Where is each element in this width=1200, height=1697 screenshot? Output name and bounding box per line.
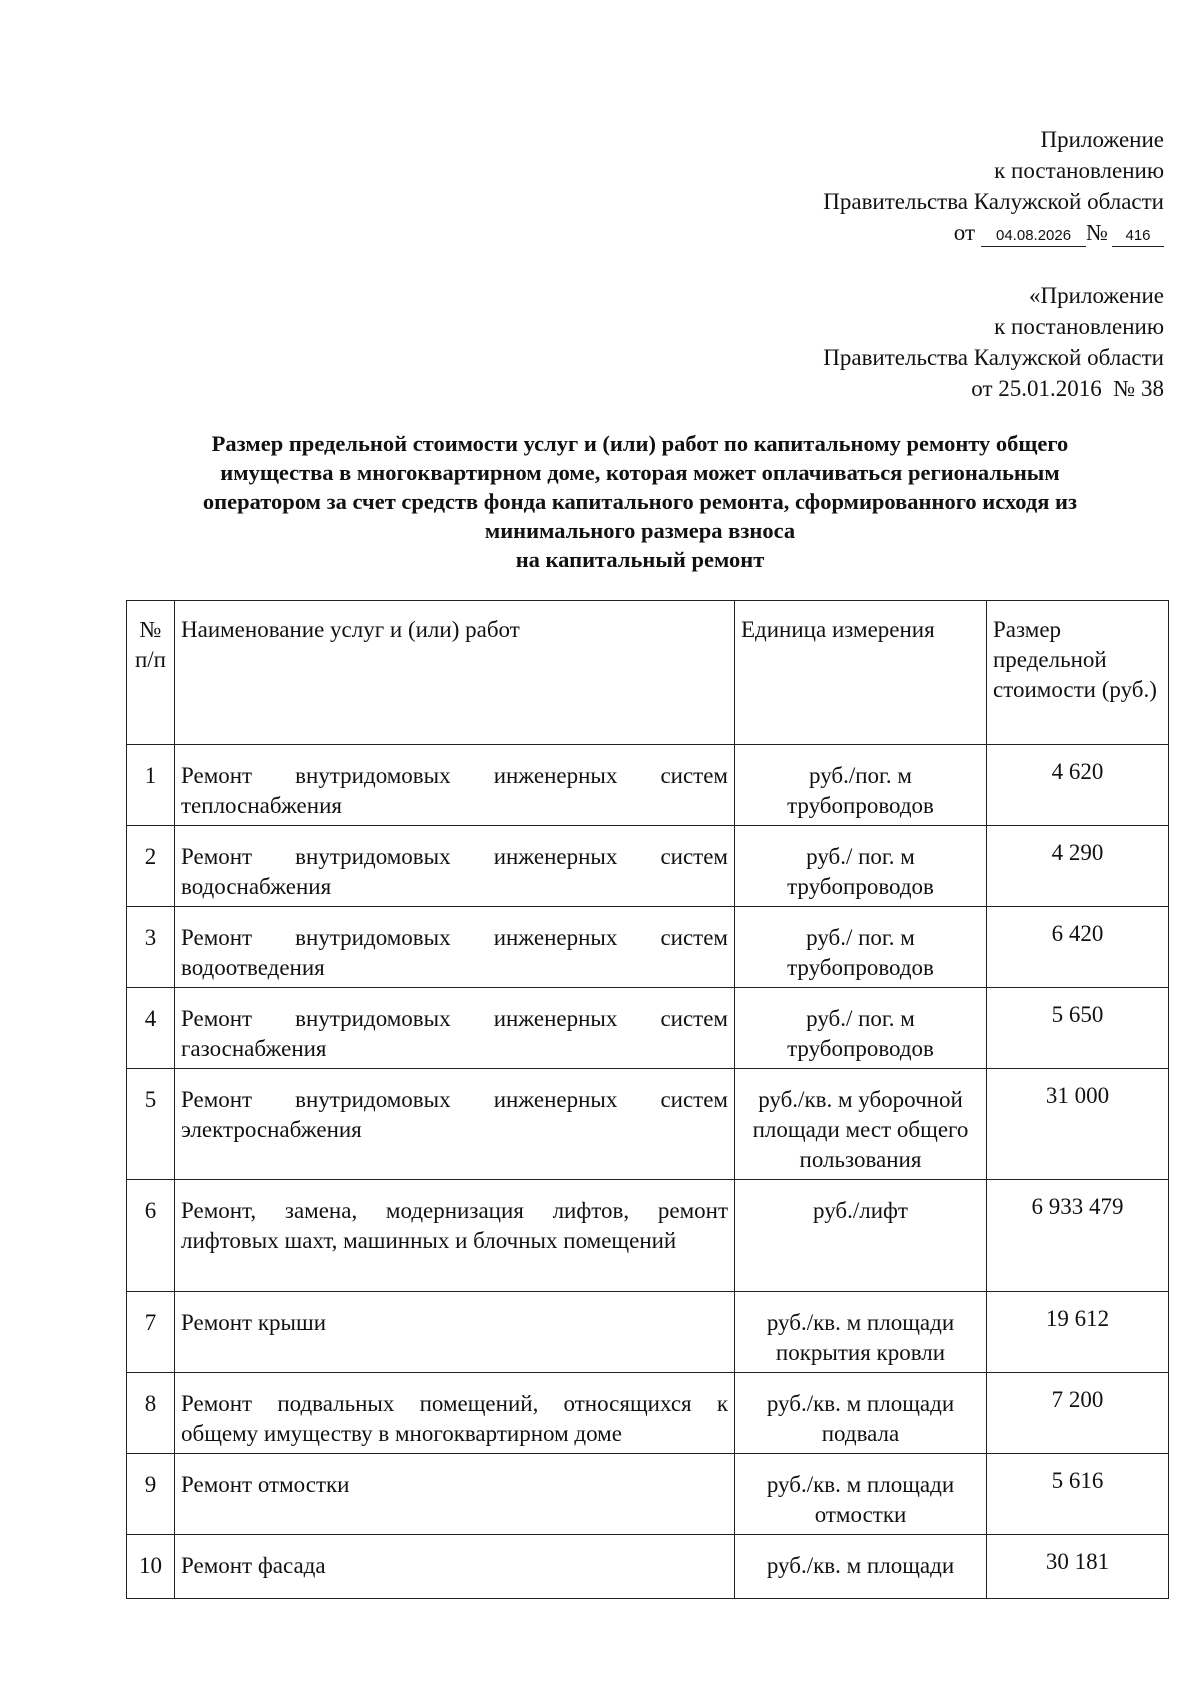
row-unit: руб./кв. м площади покрытия кровли xyxy=(735,1292,987,1373)
header-name: Наименование услуг и (или) работ xyxy=(175,601,735,745)
row-number: 3 xyxy=(127,907,175,988)
resolution-date: 04.08.2026 xyxy=(981,226,1086,247)
appendix-line-3: Правительства Калужской области xyxy=(823,189,1164,214)
table-row xyxy=(127,1373,1169,1454)
row-number: 2 xyxy=(127,826,175,907)
row-service-name: Ремонт фасада xyxy=(175,1535,735,1599)
row-number: 4 xyxy=(127,988,175,1069)
table-row xyxy=(127,1069,1169,1180)
row-number: 5 xyxy=(127,1069,175,1180)
row-service-name: Ремонт подвальных помещений, относящихся к общему имуществу в многоквартирном доме xyxy=(175,1373,735,1454)
appendix-line-1: Приложение xyxy=(1040,127,1164,152)
header-cost: Размер предельной стоимости (руб.) xyxy=(987,601,1169,745)
appendix-line-2: к постановлению xyxy=(994,158,1164,183)
quoted-line-1: «Приложение xyxy=(1029,283,1164,308)
row-service-name: Ремонт крыши xyxy=(175,1292,735,1373)
row-unit: руб./ пог. м трубопроводов xyxy=(735,826,987,907)
row-cost: 31 000 xyxy=(987,1069,1169,1180)
row-number: 10 xyxy=(127,1535,175,1599)
row-unit: руб./кв. м площади xyxy=(735,1535,987,1599)
table-body xyxy=(127,745,1169,1599)
title-line-1: Размер предельной стоимости услуг и (или) работ по капитальному ремонту общего xyxy=(211,431,1069,456)
row-unit: руб./пог. м трубопроводов xyxy=(735,745,987,826)
row-number: 7 xyxy=(127,1292,175,1373)
row-cost: 30 181 xyxy=(987,1535,1169,1599)
resolution-number: 416 xyxy=(1112,226,1164,247)
row-service-name: Ремонт внутридомовых инженерных систем теплоснабжения xyxy=(175,745,735,826)
table-row xyxy=(127,1454,1169,1535)
row-service-name: Ремонт, замена, модернизация лифтов, ремонт лифтовых шахт, машинных и блочных помещений xyxy=(175,1180,735,1292)
quoted-line-3: Правительства Калужской области xyxy=(823,345,1164,370)
appendix-order-line xyxy=(954,217,1164,248)
row-cost: 5 650 xyxy=(987,988,1169,1069)
title-line-2: имущества в многоквартирном доме, которая может оплачиваться региональным xyxy=(220,460,1060,485)
row-service-name: Ремонт внутридомовых инженерных систем водоснабжения xyxy=(175,826,735,907)
row-unit: руб./кв. м площади отмостки xyxy=(735,1454,987,1535)
row-cost: 6 420 xyxy=(987,907,1169,988)
table-row xyxy=(127,1535,1169,1599)
table-row xyxy=(127,745,1169,826)
number-sign: № xyxy=(1086,220,1108,245)
row-service-name: Ремонт отмостки xyxy=(175,1454,735,1535)
table-header-row xyxy=(127,601,1169,745)
row-unit: руб./лифт xyxy=(735,1180,987,1292)
table-row xyxy=(127,1292,1169,1373)
cost-table xyxy=(126,600,1169,1599)
row-number: 1 xyxy=(127,745,175,826)
row-service-name: Ремонт внутридомовых инженерных систем водоотведения xyxy=(175,907,735,988)
document-title xyxy=(110,429,1170,574)
row-unit: руб./ пог. м трубопроводов xyxy=(735,988,987,1069)
table-row xyxy=(127,826,1169,907)
title-line-3: оператором за счет средств фонда капитального ремонта, сформированного исходя из xyxy=(202,489,1078,514)
row-number: 9 xyxy=(127,1454,175,1535)
row-cost: 19 612 xyxy=(987,1292,1169,1373)
row-number: 8 xyxy=(127,1373,175,1454)
row-cost: 7 200 xyxy=(987,1373,1169,1454)
from-label: от xyxy=(953,220,976,245)
table-row xyxy=(127,1180,1169,1292)
row-cost: 6 933 479 xyxy=(987,1180,1169,1292)
header-num: № п/п xyxy=(127,601,175,745)
quoted-appendix-header xyxy=(823,280,1164,404)
table-row xyxy=(127,988,1169,1069)
row-unit: руб./кв. м уборочной площади мест общего пользования xyxy=(735,1069,987,1180)
title-line-4: минимального размера взноса xyxy=(484,518,796,543)
row-cost: 4 620 xyxy=(987,745,1169,826)
quoted-line-4: от 25.01.2016 № 38 xyxy=(971,376,1164,401)
header-unit: Единица измерения xyxy=(735,601,987,745)
row-cost: 5 616 xyxy=(987,1454,1169,1535)
row-number: 6 xyxy=(127,1180,175,1292)
row-unit: руб./кв. м площади подвала xyxy=(735,1373,987,1454)
quoted-line-2: к постановлению xyxy=(994,314,1164,339)
row-service-name: Ремонт внутридомовых инженерных систем электроснабжения xyxy=(175,1069,735,1180)
title-line-5: на капитальный ремонт xyxy=(515,547,765,572)
table-row xyxy=(127,907,1169,988)
row-service-name: Ремонт внутридомовых инженерных систем газоснабжения xyxy=(175,988,735,1069)
row-unit: руб./ пог. м трубопроводов xyxy=(735,907,987,988)
appendix-header xyxy=(823,124,1164,248)
row-cost: 4 290 xyxy=(987,826,1169,907)
